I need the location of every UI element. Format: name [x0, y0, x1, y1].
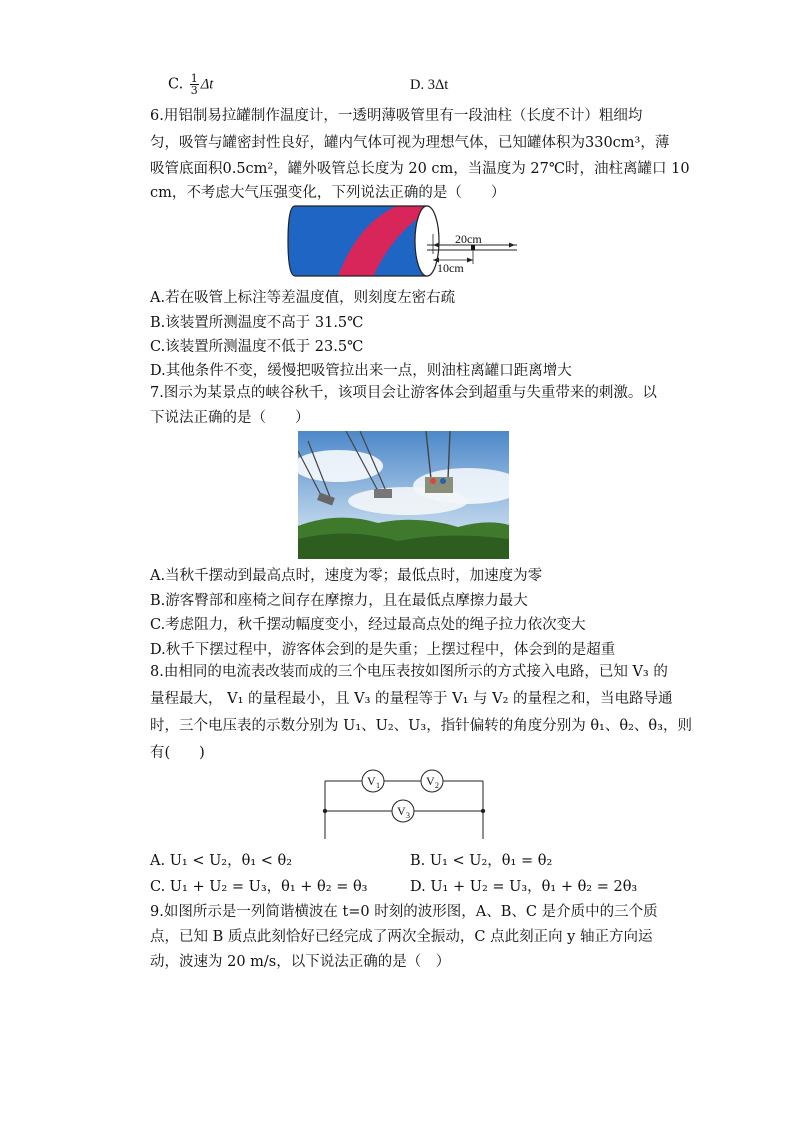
- canyon-swing-photo: [298, 431, 509, 559]
- q7-line-2: 下说法正确的是（ ）: [150, 410, 310, 426]
- q7-option-c: C.考虑阻力，秋千摆动幅度变小，经过最高点处的绳子拉力依次变大: [150, 617, 586, 633]
- svg-text:2: 2: [435, 781, 439, 790]
- q8-option-d: D. U₁ + U₂ = U₃，θ₁ + θ₂ = 2θ₃: [410, 879, 638, 895]
- option-c-top: [168, 73, 213, 96]
- q6-line-2: 匀，吸管与罐密封性良好，罐内气体可视为理想气体，已知罐体积为330cm³，薄: [150, 135, 670, 151]
- fraction-denominator: 3: [190, 84, 198, 97]
- svg-text:V: V: [367, 774, 376, 788]
- q9-line-3: 动，波速为 20 m/s，以下说法正确的是（ ）: [150, 954, 451, 970]
- q8-line-2: 量程最大， V₁ 的量程最小，且 V₃ 的量程等于 V₁ 与 V₂ 的量程之和，当电路导通: [150, 691, 673, 707]
- q6-line-4: cm，不考虑大气压强变化，下列说法正确的是（ ）: [150, 185, 506, 201]
- q6-option-a: A.若在吸管上标注等差温度值，则刻度左密右疏: [150, 290, 456, 306]
- q6-line-1: 6.用铝制易拉罐制作温度计，一透明薄吸管里有一段油柱（长度不计）粗细均: [150, 108, 643, 124]
- option-c-delta-t: Δt: [200, 76, 214, 93]
- q7-option-d: D.秋千下摆过程中，游客体会到的是失重；上摆过程中，体会到的是超重: [150, 642, 616, 658]
- q8-option-a: A. U₁ < U₂，θ₁ < θ₂: [150, 853, 293, 869]
- voltmeter-circuit-figure: [322, 765, 488, 841]
- q6-option-b: B.该装置所测温度不高于 31.5℃: [150, 315, 364, 331]
- svg-text:V: V: [426, 774, 435, 788]
- q8-option-b: B. U₁ < U₂，θ₁ = θ₂: [410, 853, 553, 869]
- svg-text:3: 3: [406, 811, 410, 820]
- q6-option-d: D.其他条件不变，缓慢把吸管拉出来一点，则油柱离罐口距离增大: [150, 363, 572, 379]
- can-thermometer-figure: [287, 204, 527, 284]
- q8-option-c: C. U₁ + U₂ = U₃，θ₁ + θ₂ = θ₃: [150, 879, 368, 895]
- q8-line-3: 时，三个电压表的示数分别为 U₁、U₂、U₃，指针偏转的角度分别为 θ₁、θ₂、θ₃，则: [150, 718, 692, 734]
- fraction-numerator: 1: [190, 72, 198, 85]
- q6-line-3: 吸管底面积0.5cm²，罐外吸管总长度为 20 cm，当温度为 27℃时，油柱离罐口 10: [150, 161, 690, 177]
- label-10cm: 10cm: [437, 261, 464, 275]
- svg-text:V: V: [397, 804, 406, 818]
- q7-option-a: A.当秋千摆动到最高点时，速度为零；最低点时，加速度为零: [150, 568, 543, 584]
- q9-line-2: 点，已知 B 质点此刻恰好已经完成了两次全振动，C 点此刻正向 y 轴正方向运: [150, 929, 653, 945]
- q8-line-4: 有( ): [150, 745, 205, 761]
- option-d-top: D. 3Δt: [410, 77, 449, 93]
- option-c-prefix: C.: [168, 76, 188, 93]
- q9-line-1: 9.如图所示是一列简谐横波在 t=0 时刻的波形图，A、B、C 是介质中的三个质: [150, 904, 658, 920]
- svg-text:1: 1: [376, 781, 380, 790]
- q8-line-1: 8.由相同的电流表改装而成的三个电压表按如图所示的方式接入电路，已知 V₃ 的: [150, 664, 668, 680]
- q7-option-b: B.游客臀部和座椅之间存在摩擦力，且在最低点摩擦力最大: [150, 593, 528, 609]
- q7-line-1: 7.图示为某景点的峡谷秋千，该项目会让游客体会到超重与失重带来的刺激。以: [150, 385, 657, 401]
- fraction-one-third: [190, 73, 199, 96]
- label-20cm: 20cm: [455, 232, 482, 246]
- q6-option-c: C.该装置所测温度不低于 23.5℃: [150, 339, 364, 355]
